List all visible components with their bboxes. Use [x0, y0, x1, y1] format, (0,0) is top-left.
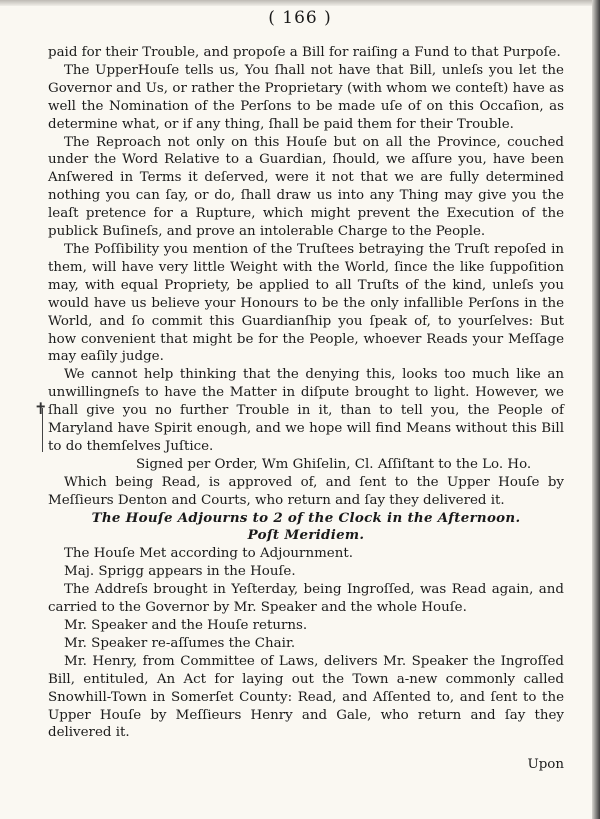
- margin-bracket: [42, 408, 47, 452]
- margin-cross-mark: ✝: [34, 399, 48, 418]
- minute-henry-bill: Mr. Henry, from Committee of Laws, delivers Mr. Speaker the Ingroſſed Bill, entituled, An Act for laying out the Town a-new commonly called Snowhill-Town in Somerſet County: Read, and Aſſented to, and ſent to the Upper Houſe by Meſſieurs Henry and Gale, who return and ſay they delivered it.: [48, 653, 564, 741]
- page-number: ( 166 ): [268, 8, 332, 28]
- minute-house-met: The Houſe Met according to Adjournment.: [64, 546, 353, 562]
- minute-speaker-chair: Mr. Speaker re-aſſumes the Chair.: [64, 635, 296, 651]
- minute-speaker-returns: Mr. Speaker and the Houſe returns.: [64, 618, 308, 633]
- page-edge-right: [592, 0, 600, 819]
- body-text: [48, 44, 564, 774]
- signature-line: Signed per Order, Wm Ghiſelin, Cl. Aſſiſtant to the Lo. Ho.: [136, 456, 532, 472]
- minute-sprigg: Maj. Sprigg appears in the Houſe.: [64, 564, 296, 580]
- paragraph-continuation: paid for their Trouble, and propoſe a Bill for raiſing a Fund to that Purpoſe.: [48, 45, 561, 60]
- session-heading: Poſt Meridiem.: [247, 527, 365, 544]
- catchword: Upon: [527, 757, 564, 773]
- paragraph-reproach: The Reproach not only on this Houſe but on all the Province, couched under the Word Relative to a Guardian, ſhould, we aſſure you, have been Anſwered in Terms it deſerved, were it not that we are fully determined nothing you can ſay, or do, ſhall draw us into any Thing may give you the leaſt pretence for a Rupture, which might prevent the Execution of the publick Buſineſs, and prove an intolerable Charge to the People.: [48, 134, 564, 240]
- paragraph-upper-house: The UpperHouſe tells us, You ſhall not have that Bill, unleſs you let the Governor and Us, or rather the Proprietary (with whom we conteſt) have as well the Nomination of the Perſons to be made uſe of on this Occaſion, as determine what, or if any thing, ſhall be paid them for their Trouble.: [48, 62, 564, 132]
- adjourn-heading: The Houſe Adjourns to 2 of the Clock in the Afternoon.: [91, 509, 521, 526]
- page-edge-top: [0, 0, 600, 6]
- minute-address: The Addreſs brought in Yeſterday, being Ingroſſed, was Read again, and carried to the Governor by Mr. Speaker and the whole Houſe.: [48, 582, 564, 616]
- paragraph-denying: We cannot help thinking that the denying this, looks too much like an unwillingneſs to have the Matter in diſpute brought to light. However, we ſhall give you no further Trouble in it, than to tell you, the People of Maryland have Spirit enough, and we hope will find Means without this Bill to do themſelves Juſtice.: [48, 367, 564, 454]
- paragraph-possibility: The Poſſibility you mention of the Truſtees betraying the Truſt repoſed in them, will have very little Weight with the World, ſince the like ſuppoſition may, with equal Propriety, be applied to all Truſts of the kind, unleſs you would have us believe your Honours to be the only infallible Perſons in the World, and ſo commit this Guardianſhip you ſpeak of, to yourſelves: But how convenient that might be for the People, whoever Reads your Meſſage may eaſily judge.: [48, 241, 564, 365]
- proceeding-sent-upper-house: Which being Read, is approved of, and ſent to the Upper Houſe by Meſſieurs Denton and Courts, who return and ſay they delivered it.: [48, 474, 564, 508]
